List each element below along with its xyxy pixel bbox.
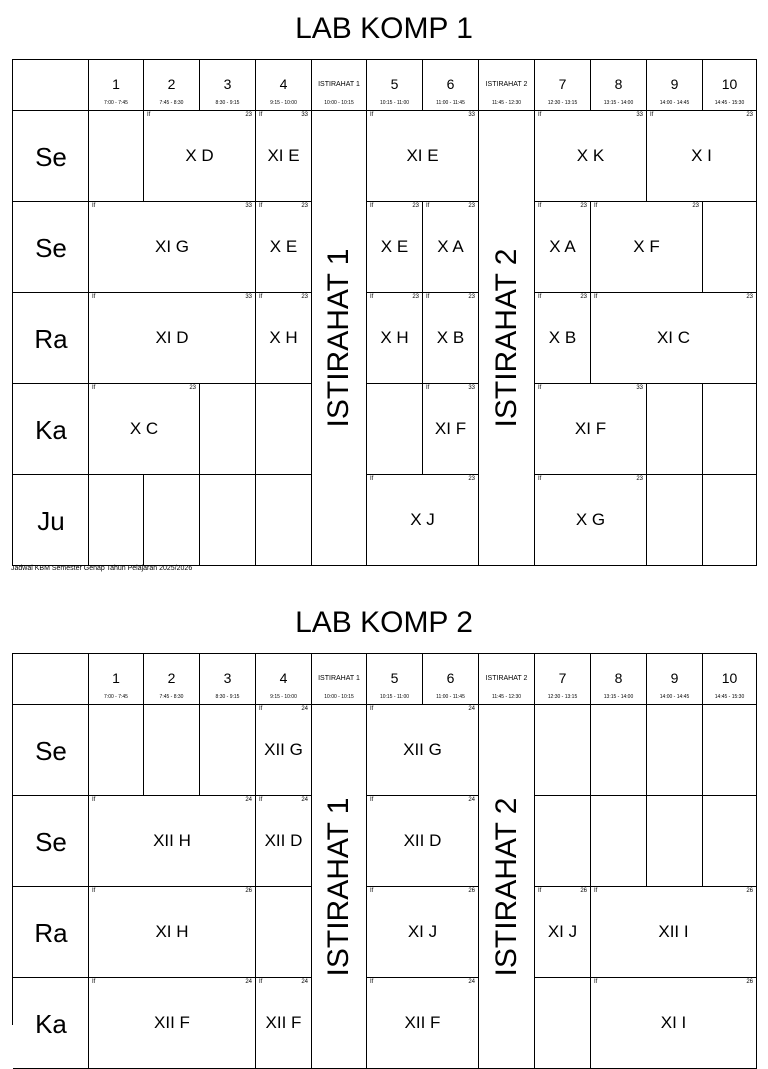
room-tag: If (538, 476, 542, 482)
period-number: 5 (390, 76, 399, 92)
day-label: Se (35, 232, 67, 263)
class-name: XI C (656, 328, 691, 347)
room-tag: If (259, 979, 263, 985)
empty-slot (144, 475, 200, 566)
teacher-code: 33 (636, 112, 643, 118)
period-time: 12:30 - 13:15 (547, 694, 578, 700)
teacher-code: 23 (746, 294, 753, 300)
day-label: Se (35, 826, 67, 857)
period-number: 1 (112, 76, 120, 92)
room-tag: If (426, 294, 430, 300)
header-period-column (256, 654, 312, 705)
period-number: 8 (614, 76, 623, 92)
room-tag: If (92, 888, 96, 894)
period-number: 6 (446, 76, 455, 92)
day-label: Ka (35, 414, 67, 445)
teacher-code: 33 (636, 385, 643, 391)
class-block (647, 111, 757, 202)
header-period-column (256, 60, 312, 111)
class-name: XI J (547, 922, 578, 941)
class-block (591, 202, 703, 293)
teacher-code: 26 (245, 888, 252, 894)
teacher-code: 24 (468, 797, 475, 803)
day-cell (13, 202, 89, 293)
header-period-column (89, 654, 144, 705)
day-cell (13, 384, 89, 475)
class-name: X E (269, 237, 298, 256)
header-period-column (89, 60, 144, 111)
class-name: XII H (153, 831, 191, 850)
room-tag: If (259, 797, 263, 803)
class-name: X G (575, 510, 606, 529)
header-period-column (144, 654, 200, 705)
class-name: XII D (403, 831, 442, 850)
break-vertical-label: ISTIRAHAT 1 (322, 248, 355, 428)
teacher-code: 33 (245, 294, 252, 300)
period-time: 11:00 - 11:45 (436, 100, 465, 106)
empty-slot (535, 796, 591, 887)
room-tag: If (259, 112, 263, 118)
class-block (89, 796, 256, 887)
period-time: 14:00 - 14:45 (659, 694, 690, 700)
header-period-column (367, 60, 423, 111)
class-block (367, 202, 423, 293)
teacher-code: 26 (746, 979, 753, 985)
header-period-column (535, 654, 591, 705)
teacher-code: 23 (412, 203, 419, 209)
period-number: 2 (167, 670, 176, 686)
period-time: 10:15 - 11:00 (379, 694, 410, 700)
empty-slot (200, 384, 256, 475)
period-number: 9 (670, 76, 679, 92)
class-block (367, 475, 479, 566)
teacher-code: 23 (245, 112, 252, 118)
class-block (367, 887, 479, 978)
room-tag: If (538, 294, 542, 300)
period-time: 13:15 - 14:00 (603, 100, 634, 106)
teacher-code: 23 (412, 294, 419, 300)
room-tag: If (259, 294, 263, 300)
room-tag: If (92, 294, 96, 300)
teacher-code: 23 (468, 476, 475, 482)
class-name: XI F (434, 419, 467, 438)
period-time: 8:30 - 9:15 (215, 694, 240, 700)
period-time: 10:00 - 10:15 (324, 694, 354, 700)
class-block (367, 293, 423, 384)
day-cell (13, 705, 89, 796)
lab-2-schedule-table (12, 653, 757, 1039)
room-tag: If (92, 797, 96, 803)
header-period-column (591, 60, 647, 111)
teacher-code: 26 (580, 888, 587, 894)
empty-slot (647, 796, 703, 887)
class-block (535, 202, 591, 293)
teacher-code: 23 (189, 385, 196, 391)
room-tag: If (370, 797, 374, 803)
break-column-1 (312, 111, 367, 566)
room-tag: If (92, 385, 96, 391)
class-block (423, 202, 479, 293)
room-tag: If (594, 203, 598, 209)
room-tag: If (594, 294, 598, 300)
period-number: 3 (223, 670, 232, 686)
header-period-column (535, 60, 591, 111)
header-period-column (200, 60, 256, 111)
empty-slot (256, 887, 312, 978)
teacher-code: 33 (468, 112, 475, 118)
class-name: XI D (155, 328, 189, 347)
class-block (256, 293, 312, 384)
empty-slot (703, 202, 757, 293)
teacher-code: 23 (301, 294, 308, 300)
class-name: XII G (403, 740, 442, 759)
period-time: 7:00 - 7:45 (104, 100, 128, 106)
period-time: 9:15 - 10:00 (270, 100, 297, 106)
class-name: X H (380, 328, 409, 347)
room-tag: If (538, 112, 542, 118)
teacher-code: 23 (746, 112, 753, 118)
room-tag: If (370, 888, 374, 894)
teacher-code: 24 (468, 706, 475, 712)
empty-slot (256, 475, 312, 566)
class-name: X B (548, 328, 577, 347)
header-period-column (367, 654, 423, 705)
lab-2-title: LAB KOMP 2 (295, 606, 473, 639)
class-name: XII F (404, 1013, 441, 1032)
room-tag: If (370, 979, 374, 985)
break-vertical-label: ISTIRAHAT 2 (489, 248, 523, 428)
class-block (256, 202, 312, 293)
period-time: 14:45 - 15:30 (714, 100, 745, 106)
class-block (535, 293, 591, 384)
period-time: 7:45 - 8:30 (159, 100, 184, 106)
period-number: 4 (279, 670, 288, 686)
day-label: Ra (34, 323, 68, 354)
class-name: X D (185, 146, 214, 165)
empty-slot (647, 384, 703, 475)
header-period-column (647, 60, 703, 111)
room-tag: If (147, 112, 151, 118)
period-time: 8:30 - 9:15 (215, 100, 240, 106)
empty-slot (89, 111, 144, 202)
day-label: Ju (37, 505, 65, 536)
class-name: XII F (154, 1013, 190, 1032)
header-break-column (479, 60, 535, 111)
empty-slot (703, 796, 757, 887)
header-period-column (703, 60, 757, 111)
period-number: 10 (721, 76, 738, 92)
class-block (535, 384, 647, 475)
break-vertical-label: ISTIRAHAT 1 (322, 797, 355, 976)
day-label: Ra (34, 917, 68, 948)
class-block (423, 293, 479, 384)
class-block (256, 111, 312, 202)
class-name: X A (549, 237, 576, 256)
class-block (535, 111, 647, 202)
period-time: 7:45 - 8:30 (159, 694, 184, 700)
room-tag: If (594, 979, 598, 985)
period-time: 11:00 - 11:45 (436, 694, 465, 700)
header-corner (13, 654, 89, 705)
room-tag: If (259, 706, 263, 712)
day-cell (13, 293, 89, 384)
room-tag: If (370, 706, 374, 712)
period-number: 2 (167, 76, 176, 92)
period-time: 9:15 - 10:00 (270, 694, 297, 700)
class-block (591, 293, 757, 384)
period-number: 6 (446, 670, 455, 686)
teacher-code: 26 (468, 888, 475, 894)
header-corner (13, 60, 89, 111)
teacher-code: 24 (468, 979, 475, 985)
empty-slot (703, 384, 757, 475)
period-number: 4 (279, 76, 288, 92)
teacher-code: 23 (468, 294, 475, 300)
class-name: X B (436, 328, 465, 347)
break-vertical-label: ISTIRAHAT 2 (489, 797, 523, 976)
header-period-column (423, 654, 479, 705)
teacher-code: 23 (580, 294, 587, 300)
break-header-label: ISTIRAHAT 2 (485, 81, 528, 88)
room-tag: If (594, 888, 598, 894)
header-break-column (479, 654, 535, 705)
room-tag: If (370, 476, 374, 482)
room-tag: If (370, 203, 374, 209)
period-time: 7:00 - 7:45 (104, 694, 128, 700)
class-name: X A (437, 237, 464, 256)
class-block (256, 796, 312, 887)
period-number: 7 (558, 76, 567, 92)
empty-slot (591, 705, 647, 796)
day-label: Ka (35, 1008, 67, 1039)
class-name: X I (691, 146, 712, 165)
class-block (367, 111, 479, 202)
header-period-column (703, 654, 757, 705)
class-block (89, 293, 256, 384)
teacher-code: 24 (301, 706, 308, 712)
teacher-code: 23 (580, 203, 587, 209)
header-period-column (423, 60, 479, 111)
class-block (423, 384, 479, 475)
empty-slot (535, 705, 591, 796)
break-header-label: ISTIRAHAT 2 (485, 675, 528, 682)
period-time: 11:45 - 12:30 (491, 694, 522, 700)
empty-slot (591, 796, 647, 887)
period-number: 1 (112, 670, 120, 686)
teacher-code: 33 (245, 203, 252, 209)
room-tag: If (650, 112, 654, 118)
header-period-column (144, 60, 200, 111)
class-name: XI I (660, 1013, 687, 1032)
class-name: X H (269, 328, 298, 347)
empty-slot (367, 384, 423, 475)
period-time: 13:15 - 14:00 (603, 694, 634, 700)
class-block (367, 705, 479, 796)
empty-slot (89, 705, 144, 796)
lab-1-title: LAB KOMP 1 (295, 12, 473, 45)
break-column-1 (312, 705, 367, 1069)
period-number: 10 (721, 670, 738, 686)
day-cell (13, 475, 89, 566)
teacher-code: 24 (301, 797, 308, 803)
period-time: 12:30 - 13:15 (547, 100, 578, 106)
room-tag: If (370, 294, 374, 300)
teacher-code: 33 (468, 385, 475, 391)
room-tag: If (92, 979, 96, 985)
class-name: X E (380, 237, 409, 256)
period-number: 8 (614, 670, 623, 686)
teacher-code: 24 (301, 979, 308, 985)
day-label: Se (35, 141, 67, 172)
room-tag: If (426, 203, 430, 209)
header-break-column (312, 60, 367, 111)
class-name: XII G (264, 740, 303, 759)
empty-slot (703, 705, 757, 796)
class-block (144, 111, 256, 202)
day-cell (13, 796, 89, 887)
break-header-label: ISTIRAHAT 1 (318, 81, 360, 88)
empty-slot (200, 475, 256, 566)
class-name: X F (633, 237, 660, 256)
teacher-code: 26 (746, 888, 753, 894)
class-name: XI J (407, 922, 438, 941)
teacher-code: 33 (301, 112, 308, 118)
empty-slot (144, 705, 200, 796)
class-block (535, 887, 591, 978)
class-block (89, 202, 256, 293)
room-tag: If (538, 385, 542, 391)
room-tag: If (426, 385, 430, 391)
period-time: 14:45 - 15:30 (714, 694, 745, 700)
room-tag: If (370, 112, 374, 118)
teacher-code: 24 (245, 979, 252, 985)
header-period-column (591, 654, 647, 705)
period-number: 3 (223, 76, 232, 92)
class-name: XI F (574, 419, 607, 438)
period-time: 10:15 - 11:00 (379, 100, 410, 106)
period-time: 14:00 - 14:45 (659, 100, 690, 106)
class-name: XII F (265, 1013, 302, 1032)
day-label: Se (35, 735, 67, 766)
header-break-column (312, 654, 367, 705)
empty-slot (703, 475, 757, 566)
period-time: 11:45 - 12:30 (491, 100, 522, 106)
lab-1-schedule-table (12, 59, 757, 566)
class-block (256, 705, 312, 796)
empty-slot (200, 705, 256, 796)
day-cell (13, 887, 89, 978)
break-column-2 (479, 111, 535, 566)
class-block (89, 887, 256, 978)
teacher-code: 23 (692, 203, 699, 209)
teacher-code: 23 (301, 203, 308, 209)
class-name: XII D (264, 831, 303, 850)
room-tag: If (259, 203, 263, 209)
class-block (367, 796, 479, 887)
room-tag: If (538, 888, 542, 894)
class-name: XII I (658, 922, 689, 941)
class-name: X C (129, 419, 159, 438)
class-name: XI E (406, 146, 439, 165)
header-period-column (647, 654, 703, 705)
class-block (591, 887, 757, 978)
empty-slot (256, 384, 312, 475)
period-number: 7 (558, 670, 567, 686)
day-cell (13, 111, 89, 202)
empty-slot (89, 475, 144, 566)
period-number: 5 (390, 670, 399, 686)
teacher-code: 24 (245, 797, 252, 803)
class-name: X K (576, 146, 605, 165)
class-name: X J (410, 510, 435, 529)
teacher-code: 23 (636, 476, 643, 482)
break-column-2 (479, 705, 535, 1069)
class-block (89, 384, 200, 475)
footer-note: Jadwal KBM Semester Genap Tahun Pelajaran 2025/2026 (11, 565, 193, 572)
period-time: 10:00 - 10:15 (324, 100, 354, 106)
class-name: XI E (267, 146, 300, 165)
break-header-label: ISTIRAHAT 1 (318, 675, 360, 682)
class-name: XI G (154, 237, 189, 256)
room-tag: If (538, 203, 542, 209)
empty-slot (647, 705, 703, 796)
room-tag: If (92, 203, 96, 209)
class-block (535, 475, 647, 566)
period-number: 9 (670, 670, 679, 686)
teacher-code: 23 (468, 203, 475, 209)
empty-slot (647, 475, 703, 566)
header-period-column (200, 654, 256, 705)
class-name: XI H (155, 922, 189, 941)
